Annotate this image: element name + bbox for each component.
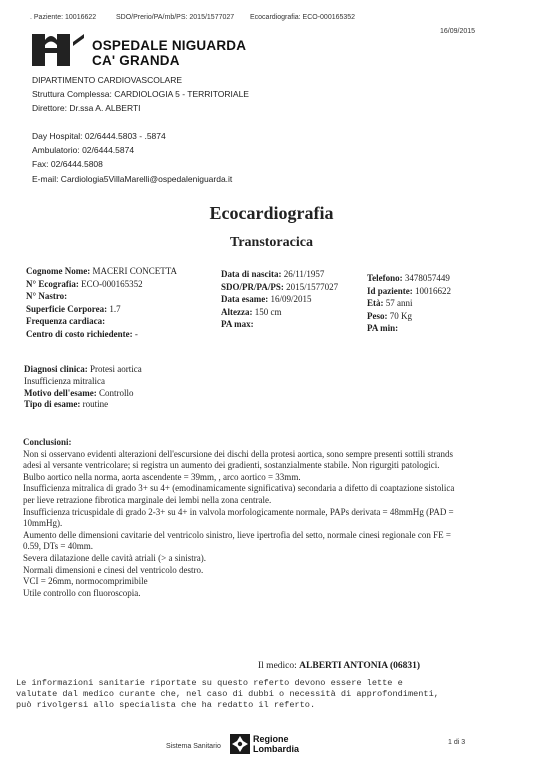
field-diagnosi-clinica: Diagnosi clinica: Protesi aortica bbox=[24, 364, 142, 374]
day-hospital-phone: Day Hospital: 02/6444.5803 - .5874 bbox=[32, 131, 166, 141]
fax: Fax: 02/6444.5808 bbox=[32, 159, 103, 169]
hospital-name-line2: CA' GRANDA bbox=[92, 53, 180, 68]
field-cognome-nome: Cognome Nome: MACERI CONCETTA bbox=[26, 266, 178, 276]
conclusioni-line: per lieve retrazione fibrotica marginale dei lembi nella zona centrale. bbox=[23, 494, 272, 505]
conclusioni-line: Utile controllo con fluoroscopia. bbox=[23, 587, 141, 598]
medico-name: ALBERTI ANTONIA (06831) bbox=[299, 661, 421, 671]
patient-id-meta: . Paziente: 10016622 bbox=[30, 14, 97, 21]
field-altezza: Altezza: 150 cm bbox=[221, 306, 282, 317]
field-data-esame: Data esame: 16/09/2015 bbox=[221, 294, 312, 305]
page-number: 1 di 3 bbox=[448, 739, 466, 746]
email: E-mail: Cardiologia5VillaMarelli@ospedaleniguarda.it bbox=[32, 174, 233, 184]
conclusioni-section bbox=[23, 437, 454, 599]
conclusioni-line: 10mmHg). bbox=[23, 518, 63, 529]
conclusioni-line: Severa dilatazione delle cavità atriali (> a sinistra). bbox=[23, 552, 206, 563]
field-centro-di-costo: Centro di costo richiedente: - bbox=[26, 328, 138, 339]
diagnosi-line2: Insufficienza mitralica bbox=[24, 375, 106, 386]
hospital-name-line1: OSPEDALE NIGUARDA bbox=[92, 38, 247, 53]
signing-physician bbox=[258, 661, 420, 671]
patient-info-col3 bbox=[367, 272, 451, 335]
structure: Struttura Complessa: CARDIOLOGIA 5 - TERRITORIALE bbox=[32, 89, 249, 99]
sdo-meta: SDO/Prerio/PA/mb/PS: 2015/1577027 bbox=[116, 14, 235, 21]
field-data-di-nascita: Data di nascita: 26/11/1957 bbox=[221, 269, 325, 279]
regione-lombardia-logo-icon bbox=[230, 734, 250, 754]
conclusioni-line: Bulbo aortico nella norma, aorta ascendente = 39mm, , arco aortico = 33mm. bbox=[23, 471, 301, 482]
ambulatorio-phone: Ambulatorio: 02/6444.5874 bbox=[32, 145, 135, 155]
conclusioni-line: VCI = 26mm, normocomprimibile bbox=[23, 576, 148, 587]
report-title: Ecocardiografia bbox=[209, 203, 334, 223]
conclusioni-line: adesi al versante ventricolare; si registra un aumento dei gradienti, sostanzialmente stabile. Non rigurgiti patologici. bbox=[23, 460, 440, 471]
conclusioni-label: Conclusioni: bbox=[23, 437, 72, 447]
field-frequenza-cardiaca: Frequenza cardiaca: bbox=[26, 316, 106, 326]
hospital-logo-icon bbox=[32, 32, 88, 66]
field-tipo-esame: Tipo di esame: routine bbox=[24, 399, 109, 410]
sistema-sanitario-label: Sistema Sanitario bbox=[166, 743, 221, 750]
field-pa-max: PA max: bbox=[221, 319, 254, 330]
patient-info-col1 bbox=[26, 265, 177, 340]
disclaimer-line: valutate dal medico curante che, nel caso di dubbi o necessità di approfondimenti, bbox=[16, 689, 439, 699]
regione-lombardia-wordmark bbox=[253, 734, 299, 754]
regione-line1: Regione bbox=[253, 734, 289, 744]
conclusioni-line: Aumento delle dimensioni cavitarie del ventricolo sinistro, lieve ipertrofia del setto, normale cinesi regionale con FE = bbox=[23, 529, 451, 540]
regione-line2: Lombardia bbox=[253, 744, 300, 754]
field-n-nastro: N° Nastro: bbox=[26, 291, 68, 301]
field-id-paziente: Id paziente: 10016622 bbox=[367, 285, 451, 296]
conclusioni-line: Non si osservano evidenti alterazioni dell'escursione dei dischi della protesi aortica, sono sempre presenti sottili strands bbox=[23, 448, 454, 459]
ecografia-meta: Ecocardiografia: ECO-000165352 bbox=[250, 14, 356, 21]
medico-label: Il medico: bbox=[258, 661, 300, 671]
field-sdo: SDO/PR/PA/PS: 2015/1577027 bbox=[221, 281, 339, 292]
field-motivo-esame: Motivo dell'esame: Controllo bbox=[24, 387, 134, 398]
field-telefono: Telefono: 3478057449 bbox=[367, 273, 450, 283]
director: Direttore: Dr.ssa A. ALBERTI bbox=[32, 103, 141, 113]
hospital-name bbox=[92, 38, 246, 68]
field-n-ecografia: N° Ecografia: ECO-000165352 bbox=[26, 278, 143, 289]
report-date: 16/09/2015 bbox=[440, 28, 476, 35]
conclusioni-line: Insufficienza mitralica di grado 3+ su 4+ (emodinamicamente significativa) secondaria a difetto di coaptazione sistolica bbox=[23, 483, 455, 494]
field-peso: Peso: 70 Kg bbox=[367, 310, 412, 321]
disclaimer-line: Le informazioni sanitarie riportate su questo referto devono essere lette e bbox=[16, 678, 403, 688]
field-eta: Età: 57 anni bbox=[367, 298, 413, 309]
field-pa-min: PA min: bbox=[367, 323, 399, 334]
conclusioni-line: Normali dimensioni e cinesi del ventricolo destro. bbox=[23, 564, 204, 575]
patient-info-col2 bbox=[221, 268, 338, 331]
conclusioni-line: 0.59, DTs = 40mm. bbox=[23, 541, 93, 552]
field-superficie-corporea: Superficie Corporea: 1.7 bbox=[26, 303, 121, 314]
conclusioni-line: Insufficienza tricuspidale di grado 2-3+ su 4+ in valvola morfologicamente normale, PAPs derivata = 48mmHg (PAD = bbox=[23, 506, 454, 517]
department: DIPARTIMENTO CARDIOVASCOLARE bbox=[32, 75, 183, 85]
report-subtitle: Transtoracica bbox=[230, 235, 313, 250]
clinical-section bbox=[24, 364, 142, 411]
disclaimer-line: può rivolgersi allo specialista che ha redatto il referto. bbox=[16, 700, 316, 710]
